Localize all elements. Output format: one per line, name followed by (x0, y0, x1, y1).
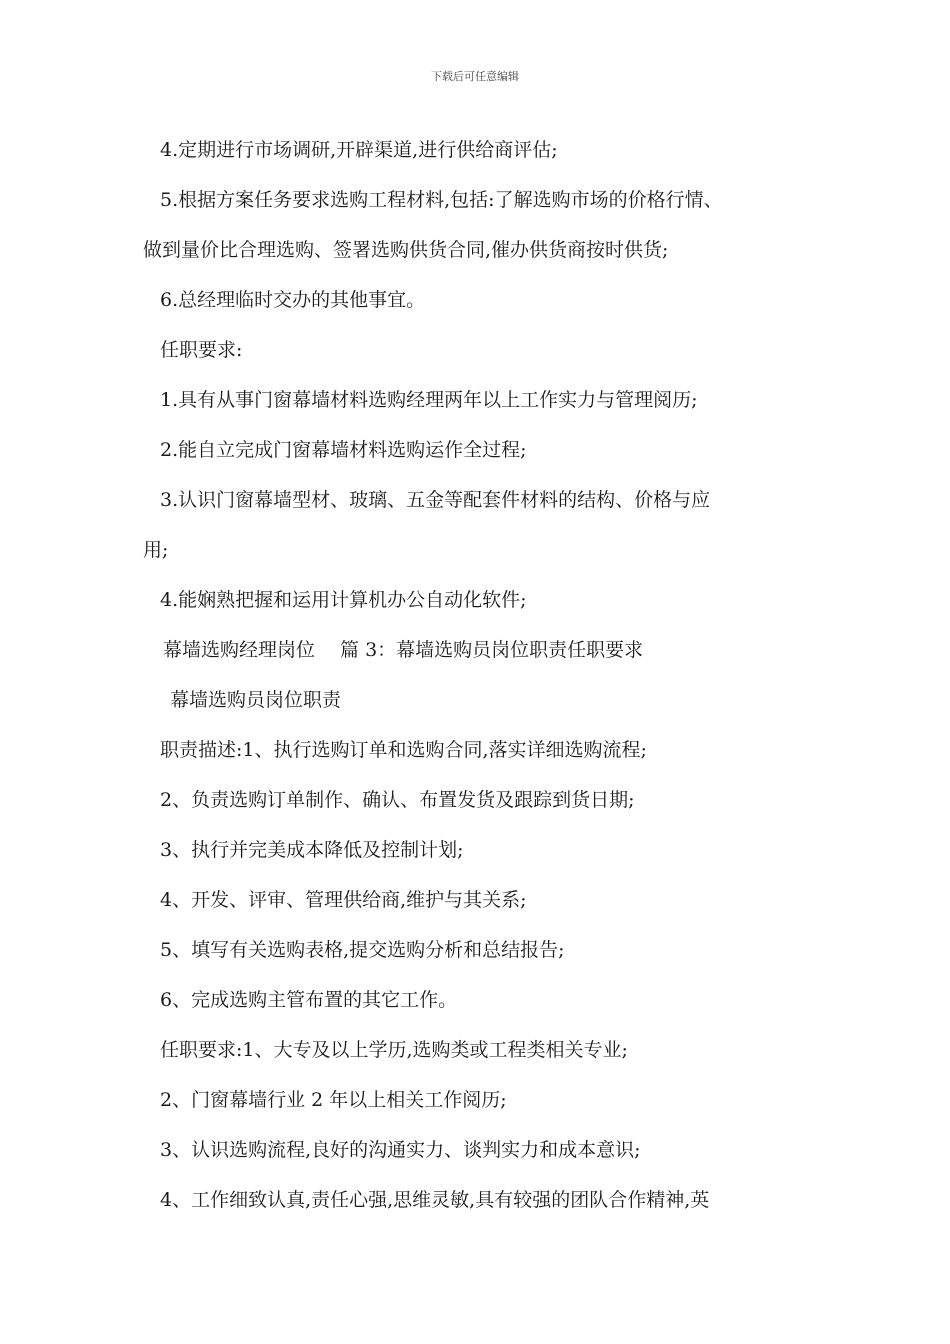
section-heading: 幕墙选购员岗位职责 (170, 689, 342, 711)
text-line: 用; (143, 539, 169, 561)
text-line: 4.能娴熟把握和运用计算机办公自动化软件; (160, 589, 527, 611)
text-line: 4.定期进行市场调研,开辟渠道,进行供给商评估; (160, 139, 558, 161)
text-line: 5、填写有关选购表格,提交选购分析和总结报告; (160, 939, 565, 961)
text-line: 3、认识选购流程,良好的沟通实力、谈判实力和成本意识; (160, 1139, 641, 1161)
text-line: 2、门窗幕墙行业 2 年以上相关工作阅历; (160, 1089, 507, 1111)
text-line: 任职要求:1、大专及以上学历,选购类或工程类相关专业; (160, 1039, 628, 1061)
text-line: 6.总经理临时交办的其他事宜。 (160, 289, 426, 311)
text-line: 3.认识门窗幕墙型材、玻璃、五金等配套件材料的结构、价格与应 (160, 489, 711, 511)
text-line: 6、完成选购主管布置的其它工作。 (160, 989, 458, 1011)
text-line: 4、开发、评审、管理供给商,维护与其关系; (160, 889, 527, 911)
text-line: 1.具有从事门窗幕墙材料选购经理两年以上工作实力与管理阅历; (160, 389, 698, 411)
section-heading: 任职要求: (160, 339, 243, 361)
text-line: 做到量价比合理选购、签署选购供货合同,催办供货商按时供货; (143, 239, 669, 261)
page-header: 下载后可任意编辑 (431, 70, 519, 83)
text-line: 3、执行并完美成本降低及控制计划; (160, 839, 464, 861)
text-line: 2、负责选购订单制作、确认、布置发货及跟踪到货日期; (160, 789, 635, 811)
text-line: 职责描述:1、执行选购订单和选购合同,落实详细选购流程; (160, 739, 647, 761)
text-line: 2.能自立完成门窗幕墙材料选购运作全过程; (160, 439, 527, 461)
text-line: 5.根据方案任务要求选购工程材料,包括:了解选购市场的价格行情、 (160, 189, 723, 211)
text-line: 4、工作细致认真,责任心强,思维灵敏,具有较强的团队合作精神,英 (160, 1189, 710, 1211)
section-title: 幕墙选购经理岗位 篇 3：幕墙选购员岗位职责任职要求 (163, 639, 644, 661)
